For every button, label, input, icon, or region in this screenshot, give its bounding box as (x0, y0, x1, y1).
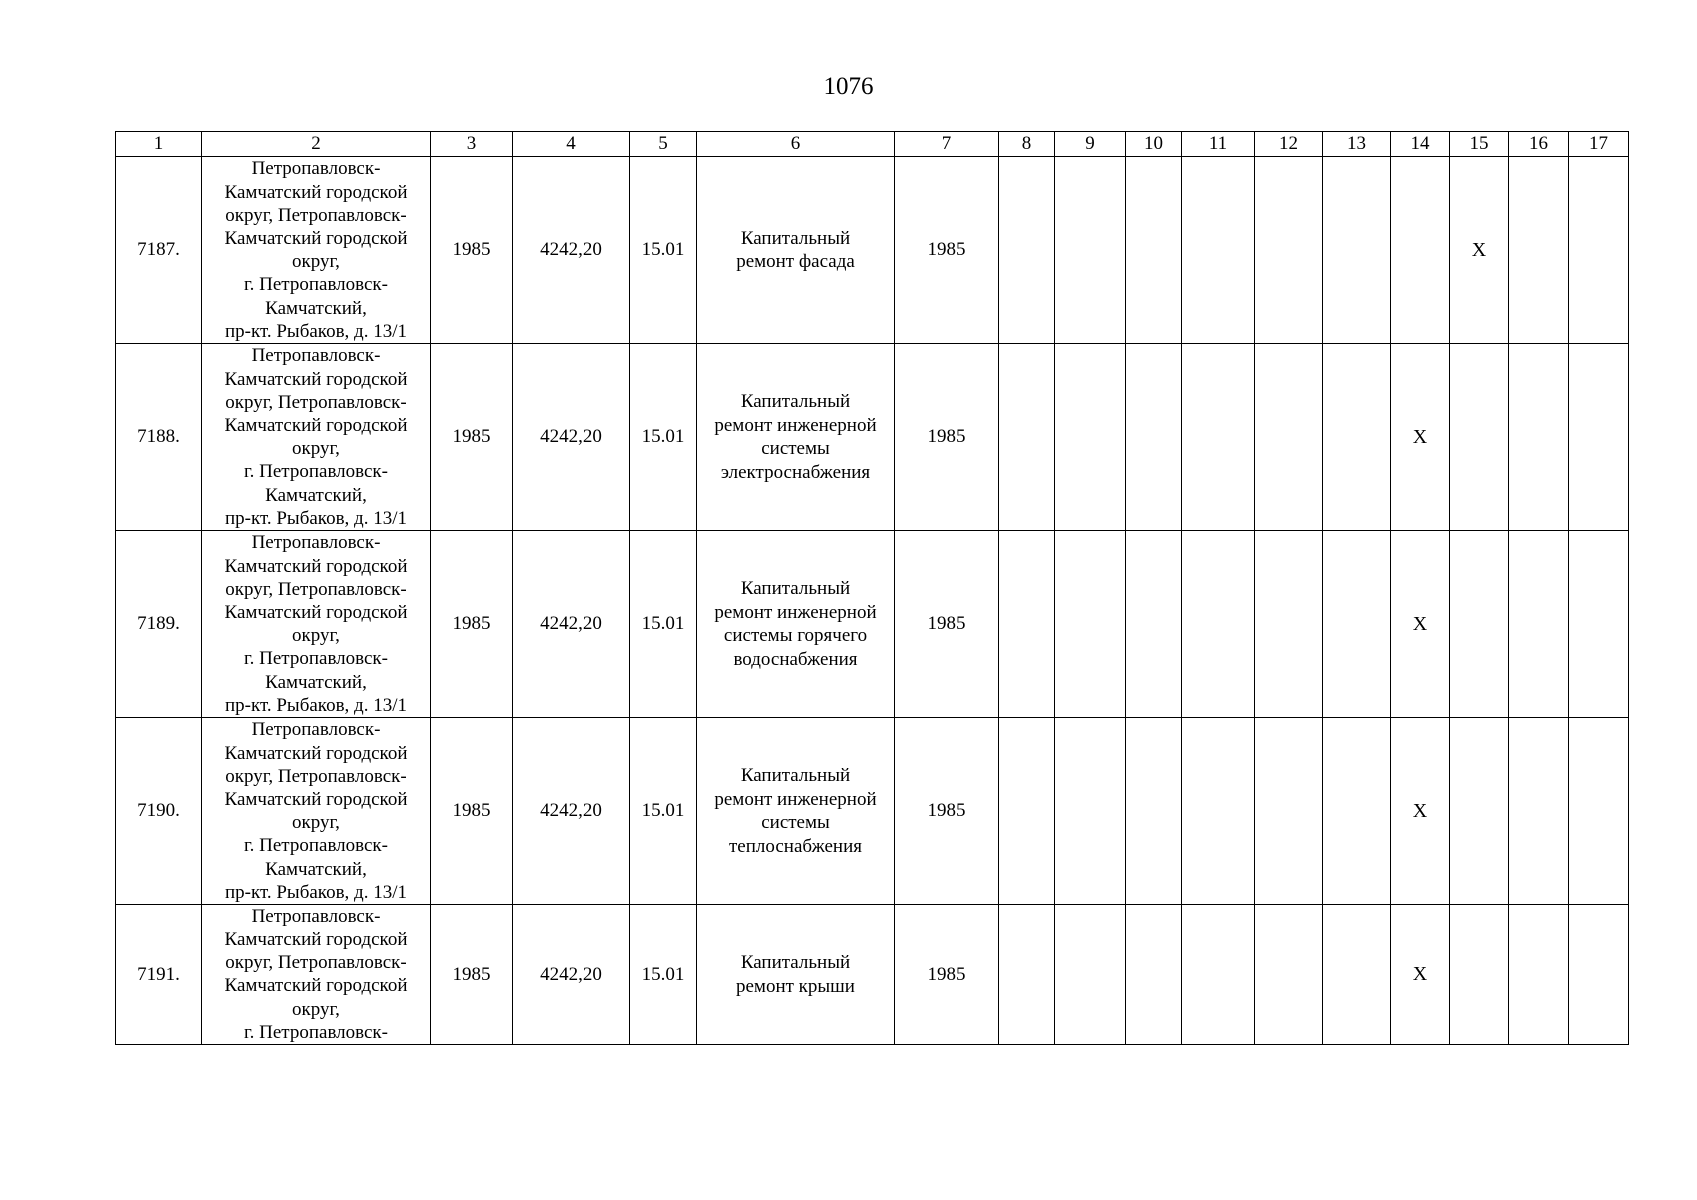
column-header: 9 (1055, 132, 1126, 157)
work-type-line: ремонт инженерной (714, 414, 877, 436)
address-line: Камчатский, (265, 858, 367, 880)
work-type-line: ремонт инженерной (714, 788, 877, 810)
address-line: Петропавловск- (251, 719, 381, 741)
mark-cell (1055, 157, 1126, 344)
address-line: г. Петропавловск- (244, 274, 388, 296)
column-header: 4 (513, 132, 630, 157)
year-completed-cell: 1985 (895, 531, 999, 718)
address-line: округ, (292, 998, 340, 1020)
area-cell: 4242,20 (513, 718, 630, 905)
address-line: г. Петропавловск- (244, 648, 388, 670)
mark-cell (1509, 157, 1569, 344)
row-number-cell: 7187. (116, 157, 202, 344)
address-line: Камчатский городской (224, 181, 408, 203)
year-completed-cell: 1985 (895, 344, 999, 531)
work-type-cell (697, 718, 895, 905)
code-cell: 15.01 (630, 344, 697, 531)
work-type-cell (697, 344, 895, 531)
mark-cell (1569, 531, 1629, 718)
mark-cell (1569, 157, 1629, 344)
address-line: округ, Петропавловск- (225, 952, 407, 974)
address-line: округ, Петропавловск- (225, 765, 407, 787)
table-row (116, 905, 1629, 1045)
mark-cell (1391, 157, 1450, 344)
mark-cell (1323, 718, 1391, 905)
mark-cell (1182, 531, 1255, 718)
column-header: 16 (1509, 132, 1569, 157)
address-block (202, 718, 430, 904)
work-type-cell (697, 531, 895, 718)
column-number-row (116, 132, 1629, 157)
code-cell: 15.01 (630, 531, 697, 718)
address-block (202, 157, 430, 343)
code-cell: 15.01 (630, 718, 697, 905)
mark-cell (1569, 718, 1629, 905)
mark-cell (999, 531, 1055, 718)
column-header: 14 (1391, 132, 1450, 157)
address-text (225, 718, 408, 904)
year-cell: 1985 (431, 531, 513, 718)
address-line: округ, (292, 625, 340, 647)
area-cell: 4242,20 (513, 531, 630, 718)
mark-cell (1255, 905, 1323, 1045)
year-completed-cell: 1985 (895, 718, 999, 905)
mark-cell (1182, 344, 1255, 531)
mark-cell (1182, 905, 1255, 1045)
address-line: Камчатский городской (224, 414, 408, 436)
address-cell (202, 157, 431, 344)
row-number-cell: 7188. (116, 344, 202, 531)
address-line: пр-кт. Рыбаков, д. 13/1 (225, 694, 407, 716)
address-line: г. Петропавловск- (244, 835, 388, 857)
column-header: 12 (1255, 132, 1323, 157)
table-row (116, 531, 1629, 718)
mark-cell (1450, 531, 1509, 718)
work-type-line: Капитальный (740, 952, 851, 973)
work-type-line: Капитальный (740, 391, 851, 412)
page-number: 1076 (823, 73, 874, 100)
year-completed-cell: 1985 (895, 157, 999, 344)
address-line: пр-кт. Рыбаков, д. 13/1 (225, 320, 407, 342)
column-header: 11 (1182, 132, 1255, 157)
mark-cell (1126, 718, 1182, 905)
address-line: Камчатский, (265, 484, 367, 506)
mark-cell: X (1391, 905, 1450, 1045)
mark-cell (1323, 344, 1391, 531)
work-type-text (697, 951, 894, 998)
row-number-cell: 7191. (116, 905, 202, 1045)
work-type-line: системы горячего (723, 625, 868, 646)
address-line: Камчатский, (265, 297, 367, 319)
work-type-cell (697, 157, 895, 344)
address-line: Камчатский городской (224, 227, 408, 249)
address-line: Петропавловск- (251, 345, 381, 367)
work-type-text (697, 390, 894, 484)
row-number-cell: 7190. (116, 718, 202, 905)
address-line: Камчатский городской (224, 742, 408, 764)
year-cell: 1985 (431, 157, 513, 344)
area-cell: 4242,20 (513, 157, 630, 344)
address-cell (202, 905, 431, 1045)
work-type-line: Капитальный (740, 578, 851, 599)
address-text (225, 531, 408, 717)
column-header: 13 (1323, 132, 1391, 157)
column-header: 17 (1569, 132, 1629, 157)
mark-cell (999, 157, 1055, 344)
mark-cell: X (1391, 344, 1450, 531)
address-line: Камчатский городской (224, 368, 408, 390)
work-type-line: ремонт крыши (736, 975, 855, 997)
work-type-line: ремонт фасада (736, 251, 855, 272)
address-line: округ, (292, 251, 340, 273)
work-type-line: системы (761, 438, 830, 459)
mark-cell (1450, 718, 1509, 905)
address-text (225, 905, 408, 1044)
address-line: Петропавловск- (251, 905, 381, 927)
mark-cell (1126, 157, 1182, 344)
address-line: Петропавловск- (251, 532, 381, 554)
address-line: пр-кт. Рыбаков, д. 13/1 (225, 881, 407, 903)
work-type-line: ремонт инженерной (714, 601, 877, 623)
area-cell: 4242,20 (513, 344, 630, 531)
work-type-text (697, 227, 894, 274)
table-row (116, 157, 1629, 344)
address-block (202, 344, 430, 530)
work-type-text (697, 764, 894, 858)
address-text (225, 344, 408, 530)
mark-cell (1323, 157, 1391, 344)
mark-cell (1509, 718, 1569, 905)
mark-cell (1569, 905, 1629, 1045)
address-block (202, 531, 430, 717)
column-header: 7 (895, 132, 999, 157)
table-row (116, 344, 1629, 531)
mark-cell (1255, 718, 1323, 905)
mark-cell (1255, 157, 1323, 344)
mark-cell (1126, 344, 1182, 531)
mark-cell: X (1391, 531, 1450, 718)
code-cell: 15.01 (630, 157, 697, 344)
mark-cell (1450, 905, 1509, 1045)
year-cell: 1985 (431, 344, 513, 531)
address-line: пр-кт. Рыбаков, д. 13/1 (225, 507, 407, 529)
address-line: г. Петропавловск- (244, 1021, 388, 1043)
address-line: Камчатский городской (224, 601, 408, 623)
mark-cell (1569, 344, 1629, 531)
mark-cell (1323, 531, 1391, 718)
work-type-line: водоснабжения (733, 648, 858, 670)
work-type-line: системы (761, 812, 830, 833)
address-line: Камчатский городской (224, 975, 408, 997)
mark-cell (1126, 905, 1182, 1045)
address-cell (202, 344, 431, 531)
address-line: Камчатский, (265, 671, 367, 693)
column-header: 3 (431, 132, 513, 157)
work-type-line: электроснабжения (720, 461, 871, 483)
column-header: 1 (116, 132, 202, 157)
mark-cell (999, 344, 1055, 531)
address-line: Камчатский городской (224, 928, 408, 950)
mark-cell (1055, 344, 1126, 531)
year-completed-cell: 1985 (895, 905, 999, 1045)
mark-cell (1055, 718, 1126, 905)
address-line: округ, Петропавловск- (225, 204, 407, 226)
work-type-line: теплоснабжения (729, 835, 862, 857)
column-header: 2 (202, 132, 431, 157)
address-line: округ, (292, 438, 340, 460)
column-header: 6 (697, 132, 895, 157)
address-line: г. Петропавловск- (244, 461, 388, 483)
mark-cell: X (1391, 718, 1450, 905)
address-text (225, 157, 408, 343)
code-cell: 15.01 (630, 905, 697, 1045)
column-header: 10 (1126, 132, 1182, 157)
address-cell (202, 718, 431, 905)
address-line: Петропавловск- (251, 158, 381, 180)
mark-cell (1126, 531, 1182, 718)
address-line: округ, (292, 812, 340, 834)
area-cell: 4242,20 (513, 905, 630, 1045)
address-cell (202, 531, 431, 718)
mark-cell (1450, 344, 1509, 531)
table-row (116, 718, 1629, 905)
address-line: округ, Петропавловск- (225, 578, 407, 600)
mark-cell (999, 718, 1055, 905)
address-line: Камчатский городской (224, 555, 408, 577)
mark-cell (1182, 718, 1255, 905)
work-type-cell (697, 905, 895, 1045)
mark-cell (1323, 905, 1391, 1045)
mark-cell (1055, 905, 1126, 1045)
work-type-line: Капитальный (740, 227, 851, 249)
mark-cell (1182, 157, 1255, 344)
mark-cell (1055, 531, 1126, 718)
mark-cell: X (1450, 157, 1509, 344)
mark-cell (999, 905, 1055, 1045)
year-cell: 1985 (431, 905, 513, 1045)
address-line: Камчатский городской (224, 788, 408, 810)
column-header: 5 (630, 132, 697, 157)
mark-cell (1509, 531, 1569, 718)
column-header: 15 (1450, 132, 1509, 157)
work-type-text (697, 577, 894, 671)
mark-cell (1255, 531, 1323, 718)
year-cell: 1985 (431, 718, 513, 905)
mark-cell (1509, 344, 1569, 531)
address-line: округ, Петропавловск- (225, 391, 407, 413)
work-type-line: Капитальный (740, 765, 851, 786)
mark-cell (1255, 344, 1323, 531)
row-number-cell: 7189. (116, 531, 202, 718)
address-block (202, 905, 430, 1044)
capital-repair-table (115, 131, 1629, 1045)
mark-cell (1509, 905, 1569, 1045)
column-header: 8 (999, 132, 1055, 157)
